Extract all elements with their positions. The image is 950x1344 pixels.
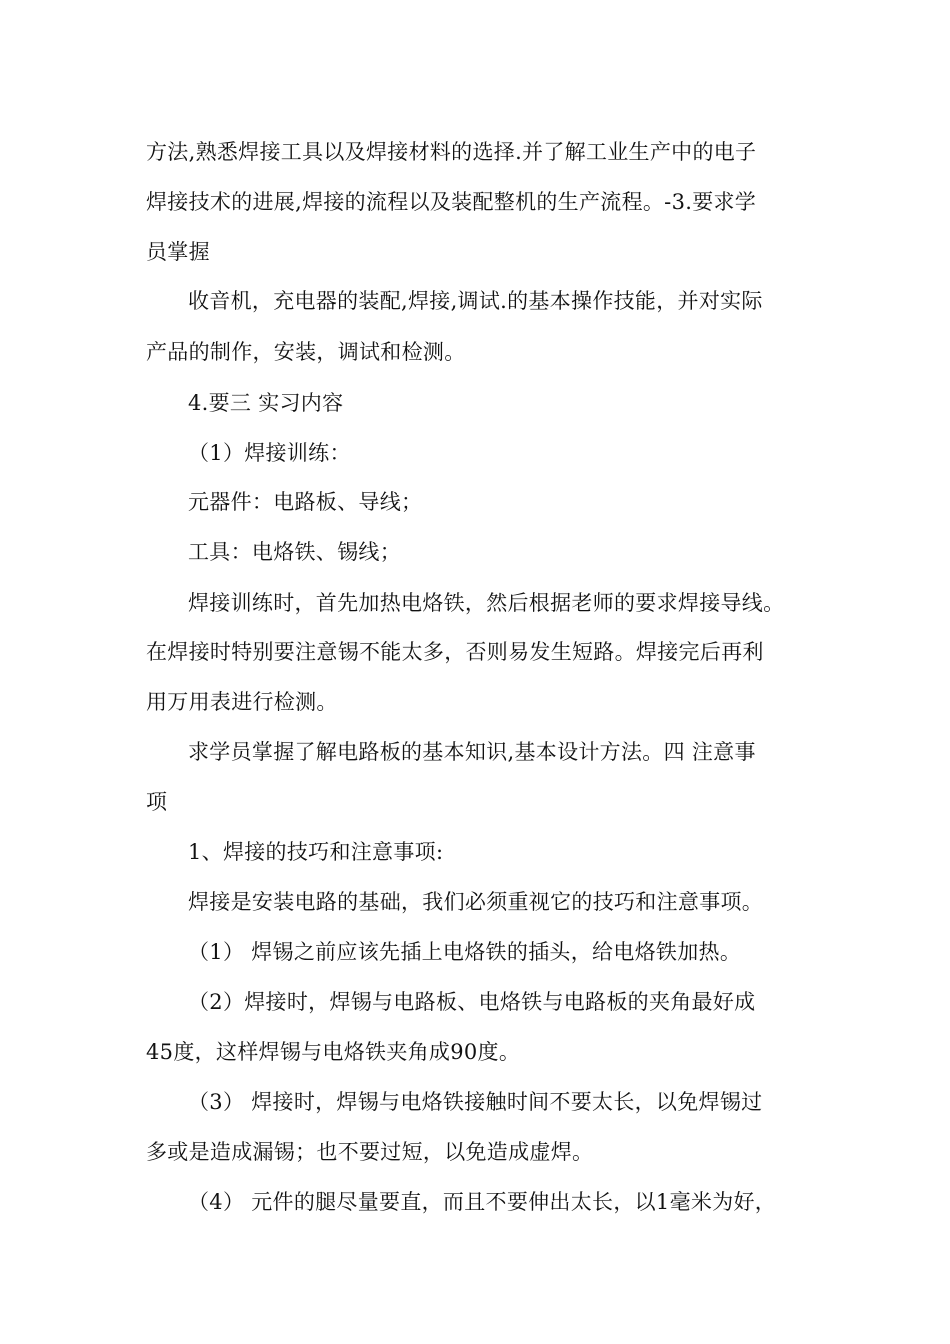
text-line: 焊接是安装电路的基础，我们必须重视它的技巧和注意事项。 — [188, 890, 764, 914]
text-line: 在焊接时特别要注意锡不能太多，否则易发生短路。焊接完后再利 — [146, 640, 764, 664]
subsection-heading: 1、焊接的技巧和注意事项: — [188, 840, 444, 864]
text-line: 方法,熟悉焊接工具以及焊接材料的选择.并了解工业生产中的电子 — [146, 140, 757, 164]
text-line: 多或是造成漏锡；也不要过短，以免造成虚焊。 — [146, 1140, 594, 1164]
section-heading: 4.要三 实习内容 — [188, 391, 344, 415]
text-line: 项 — [146, 790, 168, 814]
list-item: （2）焊接时，焊锡与电路板、电烙铁与电路板的夹角最好成 — [188, 990, 756, 1014]
text-line: 45度，这样焊锡与电烙铁夹角成90度。 — [146, 1040, 521, 1064]
text-line: 员掌握 — [146, 240, 210, 264]
text-line: 焊接训练时，首先加热电烙铁，然后根据老师的要求焊接导线。 — [188, 591, 785, 615]
text-line: 工具：电烙铁、锡线； — [188, 540, 401, 564]
text-line: 焊接技术的进展,焊接的流程以及装配整机的生产流程。-3.要求学 — [146, 190, 757, 214]
text-line: 产品的制作，安装，调试和检测。 — [146, 340, 466, 364]
text-line: 求学员掌握了解电路板的基本知识,基本设计方法。四 注意事 — [188, 740, 756, 764]
list-item: （4） 元件的腿尽量要直，而且不要伸出太长，以1毫米为好， — [188, 1190, 777, 1214]
list-item: （1） 焊锡之前应该先插上电烙铁的插头，给电烙铁加热。 — [188, 940, 742, 964]
text-line: 收音机，充电器的装配,焊接,调试.的基本操作技能，并对实际 — [188, 289, 763, 313]
subsection-heading: （1）焊接训练： — [188, 441, 351, 465]
text-line: 用万用表进行检测。 — [146, 690, 338, 714]
text-line: 元器件：电路板、导线； — [188, 490, 423, 514]
list-item: （3） 焊接时，焊锡与电烙铁接触时间不要太长，以免焊锡过 — [188, 1090, 763, 1114]
